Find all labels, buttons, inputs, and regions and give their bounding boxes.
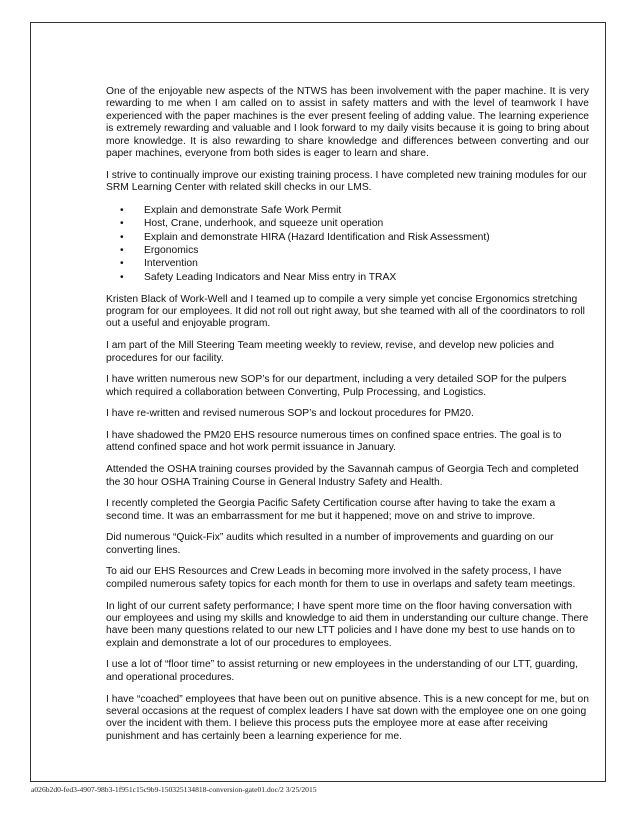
list-item-text: Host, Crane, underhook, and squeeze unit operation	[144, 218, 384, 230]
list-item	[106, 244, 589, 257]
bullet-icon: •	[120, 245, 124, 257]
list-item-text: Ergonomics	[144, 245, 199, 257]
list-item-text: Safety Leading Indicators and Near Miss entry in TRAX	[144, 271, 397, 283]
paragraph-floor-time: I use a lot of “floor time” to assist returning or new employees in the understanding of our LTT, guarding, and operational procedures.	[106, 659, 578, 683]
paragraph-training-process: I strive to continually improve our existing training process. I have completed new training modules for our SRM Learning Center with related skill checks in our LMS.	[106, 169, 587, 194]
bullet-icon: •	[120, 271, 124, 283]
list-item	[106, 204, 589, 217]
list-item-text: Explain and demonstrate Safe Work Permit	[144, 204, 342, 216]
paragraph-safety-topics: To aid our EHS Resources and Crew Leads in becoming more involved in the safety process, I have compiled numerous safety topics for each month for them to use in overlaps and safety team meetings.	[106, 566, 576, 590]
paragraph-new-sops: I have written numerous new SOP’s for our department, including a very detailed SOP for the pulpers which required a collaboration between Converting, Pulp Processing, and Logistics.	[106, 374, 567, 398]
bullet-icon: •	[120, 231, 124, 243]
paragraph-steering-team: I am part of the Mill Steering Team meeting weekly to review, revise, and develop new policies and procedures for our facility.	[106, 340, 554, 364]
bullet-icon: •	[120, 218, 124, 230]
paragraph-ergonomics-program: Kristen Black of Work-Well and I teamed up to compile a very simple yet concise Ergonomics stretching program for our employees. It did not roll out right away, but she teamed with all of the coordinators to roll out a useful and enjoyable program.	[106, 293, 585, 330]
document-body	[106, 86, 589, 753]
paragraph-quick-fix-audits: Did numerous “Quick-Fix” audits which resulted in a number of improvements and guarding on our converting lines.	[106, 532, 554, 556]
list-item-text: Explain and demonstrate HIRA (Hazard Identification and Risk Assessment)	[144, 231, 490, 243]
bullet-icon: •	[120, 258, 124, 270]
paragraph-safety-certification: I recently completed the Georgia Pacific Safety Certification course after having to take the exam a second time. It was an embarrassment for me but it happened; move on and strive to improve.	[106, 498, 556, 522]
training-modules-list	[106, 204, 589, 284]
document-footer: a026b2d0-fed3-4907-98b3-1f951c15c9b9-150325134818-conversion-gate01.doc/2 3/25/2015	[31, 785, 317, 794]
list-item-text: Intervention	[144, 258, 198, 270]
paragraph-osha-training: Attended the OSHA training courses provided by the Savannah campus of Georgia Tech and completed the 30 hour OSHA Training Course in General Industry Safety and Health.	[106, 464, 579, 488]
paragraph-coaching: I have “coached” employees that have been out on punitive absence. This is a new concept for me, but on several occasions at the request of complex leaders I have sat down with the employee one on one going over the incident with them. I believe this process puts the employee more at ease after receiving punishment and has certainly been a learning experience for me.	[106, 693, 589, 742]
list-item	[106, 257, 589, 270]
list-item	[106, 271, 589, 284]
paragraph-confined-space: I have shadowed the PM20 EHS resource numerous times on confined space entries. The goal is to attend confined space and hot work permit issuance in January.	[106, 430, 562, 454]
list-item	[106, 217, 589, 230]
paragraph-floor-conversation: In light of our current safety performance; I have spent more time on the floor having conversation with our employees and using my skills and knowledge to aid them in understanding our culture change. There have been many questions related to our new LTT policies and I have done my best to use hands on to explain and demonstrate a lot of our procedures to employees.	[106, 600, 589, 649]
paragraph-ntws-paper-machine: One of the enjoyable new aspects of the NTWS has been involvement with the paper machine. It is very rewarding to me when I am called on to assist in safety matters and with the level of teamwork I have experienced with the paper machines is the ever present feeling of adding value. The learning experience is extremely rewarding and valuable and I look forward to my daily visits because it is going to bring about more knowledge. It is also rewarding to share knowledge and differences between converting and our paper machines, everyone from both sides is eager to learn and share.	[106, 86, 589, 160]
paragraph-revised-sops: I have re-written and revised numerous SOP’s and lockout procedures for PM20.	[106, 408, 474, 420]
list-item	[106, 231, 589, 244]
bullet-icon: •	[120, 204, 124, 216]
